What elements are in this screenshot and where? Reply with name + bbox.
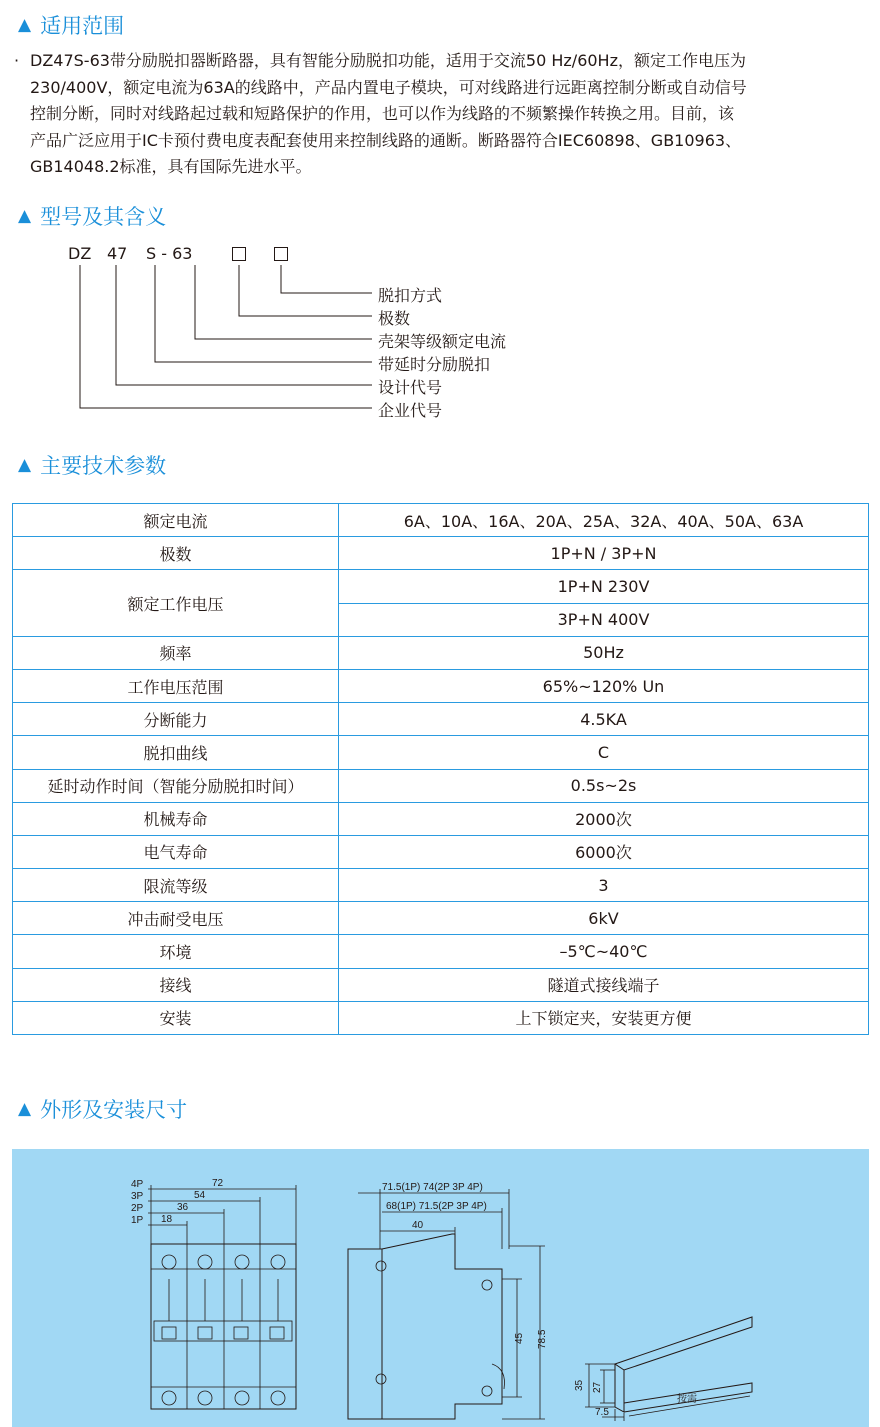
scope-line: 产品广泛应用于IC卡预付费电度表配套使用来控制线路的通断。断路器符合IEC60898、GB10963、 [30,130,742,150]
spec-value: 4.5KA [339,703,869,736]
table-row [13,869,869,902]
dim-label-4p: 4P [131,1179,144,1190]
section-heading-params [18,450,166,480]
spec-value: 65%~120% Un [339,669,869,702]
scope-line: 230/400V，额定电流为63A的线路中，产品内置电子模块，可对线路进行远距离控制分断或自动信号 [30,77,747,97]
spec-key: 电气寿命 [13,835,339,868]
dim-rail-75: 7.5 [595,1407,609,1418]
spec-key: 脱扣曲线 [13,736,339,769]
spec-key: 冲击耐受电压 [13,902,339,935]
spec-key: 环境 [13,935,339,968]
triangle-icon: ▲ [18,1099,32,1119]
spec-value: 2000次 [339,802,869,835]
triangle-icon: ▲ [18,455,32,475]
dim-rail-27: 27 [592,1381,603,1393]
scope-line: GB14048.2标准，具有国际先进水平。 [30,157,312,176]
section-title: 外形及安装尺寸 [40,1098,188,1122]
spec-value: 50Hz [339,636,869,669]
section-title: 主要技术参数 [40,454,167,478]
spec-value: 6000次 [339,835,869,868]
section-heading-dims [18,1094,187,1124]
model-label: 设计代号 [378,378,443,397]
scope-line: DZ47S-63带分励脱扣器断路器，具有智能分励脱扣功能，适用于交流50 Hz/60Hz，额定工作电压为 [30,51,746,70]
table-row [13,736,869,769]
spec-value: 隧道式接线端子 [339,968,869,1001]
dim-side-45: 45 [514,1332,525,1344]
spec-key: 分断能力 [13,703,339,736]
spec-value: 3 [339,869,869,902]
dim-value-18: 18 [161,1214,173,1225]
dim-side-785: 78.5 [537,1329,548,1349]
table-row [13,636,869,669]
spec-key: 接线 [13,968,339,1001]
section-heading-scope [18,10,124,40]
spec-key: 额定工作电压 [13,570,339,636]
spec-table [12,503,869,1035]
dimension-drawings [12,1149,869,1427]
spec-value: 上下锁定夹，安装更方便 [339,1001,869,1034]
spec-key: 机械寿命 [13,802,339,835]
spec-key: 安装 [13,1001,339,1034]
table-row [13,835,869,868]
table-row [13,537,869,570]
spec-key: 额定电流 [13,504,339,537]
section-title: 型号及其含义 [40,205,167,229]
table-row [13,769,869,802]
dimension-drawings-panel [12,1149,869,1427]
model-label: 脱扣方式 [378,286,443,305]
section-title: 适用范围 [40,14,125,38]
triangle-icon: ▲ [18,206,32,226]
spec-value: 0.5s~2s [339,769,869,802]
spec-value: 3P+N 400V [339,603,869,636]
model-label: 壳架等级额定电流 [378,332,507,351]
model-label: 极数 [378,309,411,328]
spec-key: 工作电压范围 [13,669,339,702]
table-row [13,1001,869,1034]
dim-value-54: 54 [194,1190,206,1201]
dim-rail-note: 按需 [677,1394,697,1405]
model-code-current: S - 63 [146,244,193,263]
table-row [13,669,869,702]
spec-key: 极数 [13,537,339,570]
table-row [13,902,869,935]
model-code-design: 47 [107,244,128,263]
spec-value: C [339,736,869,769]
model-code-company: DZ [68,244,92,263]
model-diagram [0,240,600,430]
scope-paragraph [14,48,876,181]
dim-label-1p: 1P [131,1215,144,1226]
dim-value-72: 72 [212,1178,224,1189]
scope-line: 控制分断，同时对线路起过载和短路保护的作用，也可以作为线路的不频繁操作转换之用。目前，该 [30,104,735,123]
triangle-icon: ▲ [18,15,32,35]
section-heading-model [18,201,166,231]
dim-side-top2: 68(1P) 71.5(2P 3P 4P) [386,1201,487,1212]
spec-value: –5℃~40℃ [339,935,869,968]
dim-side-40: 40 [412,1220,424,1231]
dim-rail-35: 35 [574,1379,585,1391]
table-row [13,802,869,835]
spec-value: 1P+N 230V [339,570,869,603]
table-row [13,570,869,603]
model-label: 带延时分励脱扣 [378,355,491,374]
table-row [13,968,869,1001]
bullet-icon: · [14,51,20,70]
dim-side-top1: 71.5(1P) 74(2P 3P 4P) [382,1182,483,1193]
spec-key: 限流等级 [13,869,339,902]
table-row [13,504,869,537]
dim-value-36: 36 [177,1202,189,1213]
table-row [13,935,869,968]
dim-label-3p: 3P [131,1191,144,1202]
dim-label-2p: 2P [131,1203,144,1214]
spec-value: 6kV [339,902,869,935]
spec-key: 延时动作时间（智能分励脱扣时间） [13,769,339,802]
model-connector-lines [0,240,600,430]
spec-value: 1P+N / 3P+N [339,537,869,570]
spec-value: 6A、10A、16A、20A、25A、32A、40A、50A、63A [339,504,869,537]
table-row [13,703,869,736]
spec-key: 频率 [13,636,339,669]
model-label: 企业代号 [378,401,443,420]
